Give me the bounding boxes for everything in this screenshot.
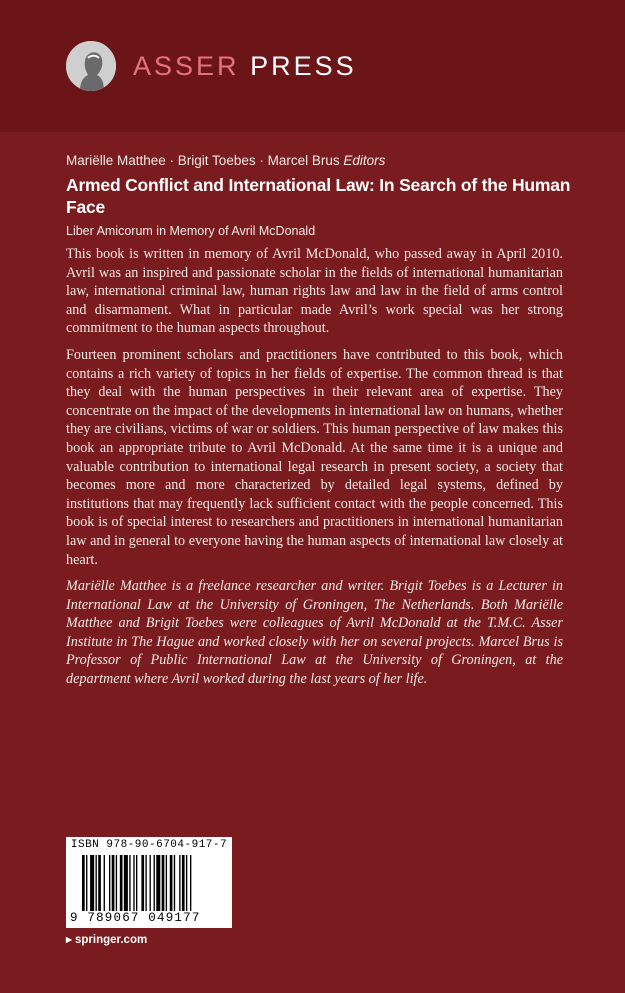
editors-line bbox=[66, 152, 586, 170]
barcode-bar bbox=[179, 855, 180, 911]
barcode-bar bbox=[112, 855, 115, 911]
barcode-bar bbox=[120, 855, 123, 911]
header-band bbox=[0, 0, 625, 132]
asser-portrait-logo-icon bbox=[66, 41, 116, 91]
blurb-paragraph-2: Fourteen prominent scholars and practitioners have contributed to this book, which contains a rich variety of topics in her fields of expertise. The common thread is that they deal with the human perspectives in their relevant area of expertise. They concentrate on the impact of the developments in international law on humans, whether they are civilians, victims of war or soldiers. This human perspective of law makes this book an appropriate tribute to Avril McDonald. At the same time it is a unique and valuable contribution to international legal research in present society, a society that becomes more and more characterized by detailed legal systems, defined by institutions that may frequently lack sufficient contact with the people concerned. This book is of special interest to researchers and practitioners in international humanitarian law and in general to everyone having the human aspects of international law closely at heart. bbox=[66, 346, 563, 568]
barcode-bar bbox=[174, 855, 175, 911]
barcode-bar bbox=[96, 855, 97, 911]
barcode-digits: 9 789067 049177 bbox=[70, 911, 201, 925]
springer-link-text: springer.com bbox=[74, 934, 148, 946]
barcode-bar bbox=[145, 855, 146, 911]
book-meta bbox=[66, 152, 586, 239]
barcode-bars bbox=[82, 855, 224, 911]
editors-names: Mariëlle Matthee · Brigit Toebes · Marcel Brus bbox=[66, 153, 340, 168]
barcode-bar bbox=[133, 855, 134, 911]
asser-press-wordmark bbox=[133, 50, 357, 82]
barcode-panel bbox=[66, 837, 232, 928]
book-subtitle: Liber Amicorum in Memory of Avril McDonald bbox=[66, 224, 316, 238]
barcode-bar bbox=[98, 855, 101, 911]
barcode-bar bbox=[141, 855, 144, 911]
barcode-bar bbox=[170, 855, 173, 911]
barcode-bar bbox=[166, 855, 167, 911]
brand-asser: ASSER bbox=[133, 51, 240, 81]
barcode-bar bbox=[186, 855, 187, 911]
blurb bbox=[66, 245, 563, 697]
barcode-bar bbox=[190, 855, 191, 911]
barcode-bar bbox=[104, 855, 105, 911]
barcode-bar bbox=[82, 855, 85, 911]
blurb-paragraph-1: This book is written in memory of Avril McDonald, who passed away in April 2010. Avril was an inspired and passionate scholar in the fields of international humanitarian law, international criminal law, human rights law and law in the field of arms control and disarmament. What in particular made Avril’s work special was her strong commitment to the human aspects throughout. bbox=[66, 246, 563, 337]
isbn-label: ISBN 978-90-6704-917-7 bbox=[70, 839, 228, 851]
barcode-bar bbox=[109, 855, 110, 911]
barcode-bar bbox=[156, 855, 160, 911]
brand-press: PRESS bbox=[250, 51, 357, 81]
barcode-bar bbox=[136, 855, 137, 911]
barcode-bar bbox=[154, 855, 155, 911]
barcode-bar bbox=[116, 855, 117, 911]
arrow-icon: ▸ bbox=[66, 934, 72, 946]
editors-bio: Mariëlle Matthee is a freelance researcher and writer. Brigit Toebes is a Lecturer in International Law at the University of Groningen, The Netherlands. Both Mariëlle Matthee and Brigit Toebes were colleagues of Avril McDonald at the T.M.C. Asser Institute in The Hague and worked closely with her on several projects. Marcel Brus is Professor of Public International Law at the University of Groningen, at the department where Avril worked during the last years of her life. bbox=[66, 578, 563, 688]
editors-role: Editors bbox=[343, 153, 386, 168]
barcode-bar bbox=[124, 855, 128, 911]
barcode-bar bbox=[86, 855, 87, 911]
barcode-bar bbox=[129, 855, 130, 911]
springer-link[interactable] bbox=[66, 932, 147, 946]
book-title: Armed Conflict and International Law: In Search of the Human Face bbox=[66, 175, 571, 217]
barcode-bar bbox=[162, 855, 165, 911]
barcode-bar bbox=[182, 855, 185, 911]
barcode-bar bbox=[90, 855, 94, 911]
barcode-bar bbox=[150, 855, 151, 911]
